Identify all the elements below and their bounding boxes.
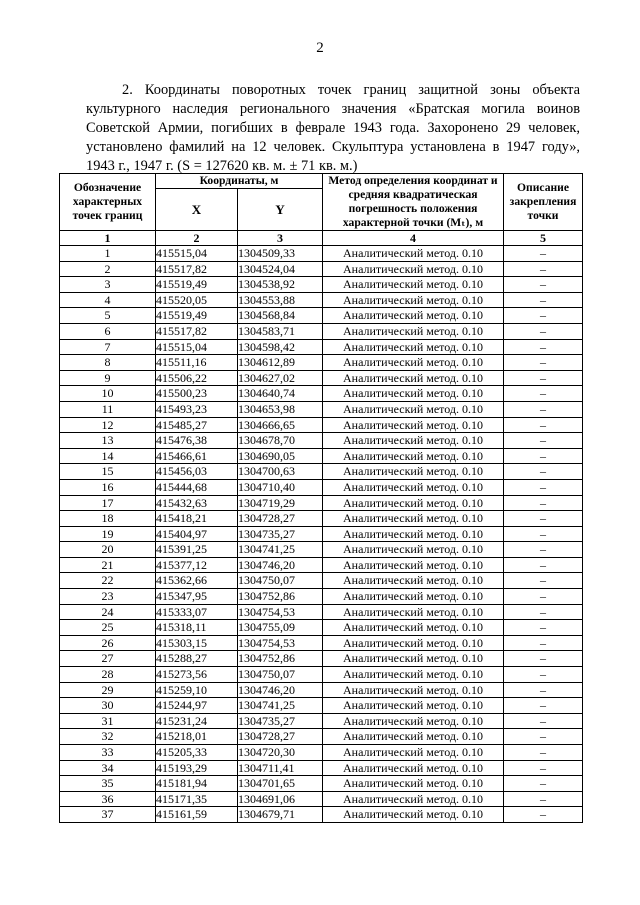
table-row	[60, 261, 583, 277]
method-cell: Аналитический метод. 0.10	[323, 308, 504, 324]
x-coordinate-cell: 415318,11	[156, 620, 238, 636]
description-cell: –	[504, 620, 583, 636]
description-cell: –	[504, 651, 583, 667]
x-coordinate-cell: 415485,27	[156, 417, 238, 433]
x-coordinate-cell: 415171,35	[156, 791, 238, 807]
point-number-cell: 34	[60, 760, 156, 776]
point-number-cell: 26	[60, 635, 156, 651]
x-coordinate-cell: 415476,38	[156, 433, 238, 449]
y-coordinate-cell: 1304701,65	[238, 776, 323, 792]
y-coordinate-cell: 1304700,63	[238, 464, 323, 480]
point-number-cell: 20	[60, 542, 156, 558]
y-coordinate-cell: 1304524,04	[238, 261, 323, 277]
point-number-cell: 8	[60, 355, 156, 371]
description-cell: –	[504, 791, 583, 807]
header-x: X	[156, 189, 238, 231]
y-coordinate-cell: 1304750,07	[238, 667, 323, 683]
method-cell: Аналитический метод. 0.10	[323, 698, 504, 714]
description-cell: –	[504, 448, 583, 464]
x-coordinate-cell: 415520,05	[156, 292, 238, 308]
point-number-cell: 17	[60, 495, 156, 511]
point-number-cell: 16	[60, 479, 156, 495]
header-coords: Координаты, м	[156, 174, 323, 189]
description-cell: –	[504, 713, 583, 729]
point-number-cell: 4	[60, 292, 156, 308]
x-coordinate-cell: 415231,24	[156, 713, 238, 729]
x-coordinate-cell: 415404,97	[156, 526, 238, 542]
y-coordinate-cell: 1304679,71	[238, 807, 323, 823]
y-coordinate-cell: 1304754,53	[238, 604, 323, 620]
header-y: Y	[238, 189, 323, 231]
description-cell: –	[504, 635, 583, 651]
table-row	[60, 448, 583, 464]
description-cell: –	[504, 246, 583, 262]
y-coordinate-cell: 1304719,29	[238, 495, 323, 511]
x-coordinate-cell: 415418,21	[156, 511, 238, 527]
table-header	[60, 174, 583, 246]
point-number-cell: 29	[60, 682, 156, 698]
header-method: Метод определения координат и средняя квадратическая погрешность положения характерной точки (Mₜ), м	[323, 174, 504, 231]
point-number-cell: 9	[60, 370, 156, 386]
y-coordinate-cell: 1304711,41	[238, 760, 323, 776]
description-cell: –	[504, 401, 583, 417]
description-cell: –	[504, 729, 583, 745]
x-coordinate-cell: 415303,15	[156, 635, 238, 651]
method-cell: Аналитический метод. 0.10	[323, 479, 504, 495]
table-row	[60, 433, 583, 449]
description-cell: –	[504, 760, 583, 776]
method-cell: Аналитический метод. 0.10	[323, 620, 504, 636]
point-number-cell: 18	[60, 511, 156, 527]
table-row	[60, 417, 583, 433]
col-number-1: 1	[60, 231, 156, 246]
y-coordinate-cell: 1304746,20	[238, 682, 323, 698]
table-row	[60, 729, 583, 745]
description-cell: –	[504, 745, 583, 761]
method-cell: Аналитический метод. 0.10	[323, 246, 504, 262]
table-row	[60, 542, 583, 558]
point-number-cell: 28	[60, 667, 156, 683]
method-cell: Аналитический метод. 0.10	[323, 557, 504, 573]
method-cell: Аналитический метод. 0.10	[323, 355, 504, 371]
table-row	[60, 682, 583, 698]
x-coordinate-cell: 415456,03	[156, 464, 238, 480]
page-number: 2	[316, 40, 324, 56]
description-cell: –	[504, 292, 583, 308]
description-cell: –	[504, 776, 583, 792]
point-number-cell: 30	[60, 698, 156, 714]
col-number-4: 4	[323, 231, 504, 246]
x-coordinate-cell: 415466,61	[156, 448, 238, 464]
description-cell: –	[504, 807, 583, 823]
method-cell: Аналитический метод. 0.10	[323, 495, 504, 511]
col-number-3: 3	[238, 231, 323, 246]
description-cell: –	[504, 589, 583, 605]
table-row	[60, 651, 583, 667]
point-number-cell: 27	[60, 651, 156, 667]
method-cell: Аналитический метод. 0.10	[323, 323, 504, 339]
point-number-cell: 36	[60, 791, 156, 807]
y-coordinate-cell: 1304509,33	[238, 246, 323, 262]
table-body	[60, 246, 583, 823]
point-number-cell: 25	[60, 620, 156, 636]
method-cell: Аналитический метод. 0.10	[323, 292, 504, 308]
table-row	[60, 464, 583, 480]
description-cell: –	[504, 698, 583, 714]
table-row	[60, 635, 583, 651]
y-coordinate-cell: 1304583,71	[238, 323, 323, 339]
table-row	[60, 355, 583, 371]
method-cell: Аналитический метод. 0.10	[323, 542, 504, 558]
table-row	[60, 479, 583, 495]
x-coordinate-cell: 415161,59	[156, 807, 238, 823]
point-number-cell: 7	[60, 339, 156, 355]
table-row	[60, 745, 583, 761]
x-coordinate-cell: 415515,04	[156, 246, 238, 262]
x-coordinate-cell: 415444,68	[156, 479, 238, 495]
method-cell: Аналитический метод. 0.10	[323, 433, 504, 449]
description-cell: –	[504, 682, 583, 698]
point-number-cell: 35	[60, 776, 156, 792]
point-number-cell: 15	[60, 464, 156, 480]
method-cell: Аналитический метод. 0.10	[323, 339, 504, 355]
y-coordinate-cell: 1304750,07	[238, 573, 323, 589]
y-coordinate-cell: 1304627,02	[238, 370, 323, 386]
x-coordinate-cell: 415259,10	[156, 682, 238, 698]
description-cell: –	[504, 277, 583, 293]
y-coordinate-cell: 1304678,70	[238, 433, 323, 449]
method-cell: Аналитический метод. 0.10	[323, 604, 504, 620]
table-row	[60, 292, 583, 308]
table-row	[60, 401, 583, 417]
y-coordinate-cell: 1304755,09	[238, 620, 323, 636]
point-number-cell: 32	[60, 729, 156, 745]
x-coordinate-cell: 415288,27	[156, 651, 238, 667]
y-coordinate-cell: 1304538,92	[238, 277, 323, 293]
point-number-cell: 19	[60, 526, 156, 542]
table-row	[60, 277, 583, 293]
table-row	[60, 246, 583, 262]
y-coordinate-cell: 1304741,25	[238, 698, 323, 714]
header-point: Обозначение характерных точек границ	[60, 174, 156, 231]
point-number-cell: 3	[60, 277, 156, 293]
point-number-cell: 2	[60, 261, 156, 277]
description-cell: –	[504, 308, 583, 324]
method-cell: Аналитический метод. 0.10	[323, 464, 504, 480]
y-coordinate-cell: 1304666,65	[238, 417, 323, 433]
method-cell: Аналитический метод. 0.10	[323, 791, 504, 807]
method-cell: Аналитический метод. 0.10	[323, 370, 504, 386]
x-coordinate-cell: 415377,12	[156, 557, 238, 573]
point-number-cell: 37	[60, 807, 156, 823]
description-cell: –	[504, 464, 583, 480]
method-cell: Аналитический метод. 0.10	[323, 589, 504, 605]
y-coordinate-cell: 1304710,40	[238, 479, 323, 495]
description-cell: –	[504, 526, 583, 542]
table-row	[60, 589, 583, 605]
table-row	[60, 573, 583, 589]
x-coordinate-cell: 415391,25	[156, 542, 238, 558]
x-coordinate-cell: 415515,04	[156, 339, 238, 355]
method-cell: Аналитический метод. 0.10	[323, 573, 504, 589]
method-cell: Аналитический метод. 0.10	[323, 651, 504, 667]
table-row	[60, 339, 583, 355]
x-coordinate-cell: 415519,49	[156, 308, 238, 324]
point-number-cell: 11	[60, 401, 156, 417]
y-coordinate-cell: 1304720,30	[238, 745, 323, 761]
method-cell: Аналитический метод. 0.10	[323, 386, 504, 402]
method-cell: Аналитический метод. 0.10	[323, 729, 504, 745]
description-cell: –	[504, 573, 583, 589]
table-row	[60, 760, 583, 776]
y-coordinate-cell: 1304754,53	[238, 635, 323, 651]
point-number-cell: 31	[60, 713, 156, 729]
y-coordinate-cell: 1304612,89	[238, 355, 323, 371]
x-coordinate-cell: 415218,01	[156, 729, 238, 745]
y-coordinate-cell: 1304735,27	[238, 713, 323, 729]
x-coordinate-cell: 415517,82	[156, 261, 238, 277]
description-cell: –	[504, 323, 583, 339]
table-row	[60, 620, 583, 636]
x-coordinate-cell: 415273,56	[156, 667, 238, 683]
x-coordinate-cell: 415347,95	[156, 589, 238, 605]
description-cell: –	[504, 417, 583, 433]
x-coordinate-cell: 415519,49	[156, 277, 238, 293]
x-coordinate-cell: 415181,94	[156, 776, 238, 792]
description-cell: –	[504, 542, 583, 558]
y-coordinate-cell: 1304553,88	[238, 292, 323, 308]
coordinates-table	[59, 173, 583, 823]
y-coordinate-cell: 1304640,74	[238, 386, 323, 402]
table-row	[60, 807, 583, 823]
y-coordinate-cell: 1304735,27	[238, 526, 323, 542]
x-coordinate-cell: 415333,07	[156, 604, 238, 620]
point-number-cell: 5	[60, 308, 156, 324]
description-cell: –	[504, 511, 583, 527]
method-cell: Аналитический метод. 0.10	[323, 526, 504, 542]
point-number-cell: 13	[60, 433, 156, 449]
x-coordinate-cell: 415432,63	[156, 495, 238, 511]
description-cell: –	[504, 339, 583, 355]
x-coordinate-cell: 415500,23	[156, 386, 238, 402]
description-cell: –	[504, 557, 583, 573]
x-coordinate-cell: 415511,16	[156, 355, 238, 371]
x-coordinate-cell: 415193,29	[156, 760, 238, 776]
method-cell: Аналитический метод. 0.10	[323, 448, 504, 464]
col-number-2: 2	[156, 231, 238, 246]
x-coordinate-cell: 415362,66	[156, 573, 238, 589]
y-coordinate-cell: 1304598,42	[238, 339, 323, 355]
table-row	[60, 495, 583, 511]
table-row	[60, 386, 583, 402]
method-cell: Аналитический метод. 0.10	[323, 417, 504, 433]
point-number-cell: 22	[60, 573, 156, 589]
y-coordinate-cell: 1304746,20	[238, 557, 323, 573]
description-cell: –	[504, 355, 583, 371]
y-coordinate-cell: 1304741,25	[238, 542, 323, 558]
description-cell: –	[504, 604, 583, 620]
table-row	[60, 370, 583, 386]
point-number-cell: 24	[60, 604, 156, 620]
method-cell: Аналитический метод. 0.10	[323, 745, 504, 761]
x-coordinate-cell: 415517,82	[156, 323, 238, 339]
point-number-cell: 33	[60, 745, 156, 761]
table-row	[60, 667, 583, 683]
description-cell: –	[504, 386, 583, 402]
y-coordinate-cell: 1304568,84	[238, 308, 323, 324]
point-number-cell: 1	[60, 246, 156, 262]
method-cell: Аналитический метод. 0.10	[323, 776, 504, 792]
y-coordinate-cell: 1304752,86	[238, 651, 323, 667]
method-cell: Аналитический метод. 0.10	[323, 261, 504, 277]
table-row	[60, 323, 583, 339]
method-cell: Аналитический метод. 0.10	[323, 667, 504, 683]
table-row	[60, 557, 583, 573]
y-coordinate-cell: 1304728,27	[238, 511, 323, 527]
method-cell: Аналитический метод. 0.10	[323, 807, 504, 823]
intro-paragraph: 2. Координаты поворотных точек границ защитной зоны объекта культурного наследия регионального значения «Братская могила воинов Советской Армии, погибших в феврале 1943 года. Захоронено 29 человек, установлено фамилий на 12 человек. Скульптура установлена в 1947 году», 1943 г., 1947 г. (S = 127620 кв. м. ± 71 кв. м.)	[86, 82, 580, 175]
description-cell: –	[504, 370, 583, 386]
y-coordinate-cell: 1304653,98	[238, 401, 323, 417]
table-row	[60, 698, 583, 714]
method-cell: Аналитический метод. 0.10	[323, 511, 504, 527]
header-desc: Описание закрепления точки	[504, 174, 583, 231]
method-cell: Аналитический метод. 0.10	[323, 401, 504, 417]
x-coordinate-cell: 415205,33	[156, 745, 238, 761]
table-row	[60, 308, 583, 324]
table-row	[60, 604, 583, 620]
method-cell: Аналитический метод. 0.10	[323, 713, 504, 729]
table-row	[60, 526, 583, 542]
x-coordinate-cell: 415493,23	[156, 401, 238, 417]
y-coordinate-cell: 1304728,27	[238, 729, 323, 745]
x-coordinate-cell: 415244,97	[156, 698, 238, 714]
description-cell: –	[504, 261, 583, 277]
description-cell: –	[504, 433, 583, 449]
table-row	[60, 713, 583, 729]
y-coordinate-cell: 1304691,06	[238, 791, 323, 807]
table-row	[60, 776, 583, 792]
method-cell: Аналитический метод. 0.10	[323, 682, 504, 698]
point-number-cell: 23	[60, 589, 156, 605]
point-number-cell: 10	[60, 386, 156, 402]
method-cell: Аналитический метод. 0.10	[323, 635, 504, 651]
col-number-5: 5	[504, 231, 583, 246]
y-coordinate-cell: 1304690,05	[238, 448, 323, 464]
point-number-cell: 12	[60, 417, 156, 433]
x-coordinate-cell: 415506,22	[156, 370, 238, 386]
y-coordinate-cell: 1304752,86	[238, 589, 323, 605]
table-row	[60, 791, 583, 807]
description-cell: –	[504, 667, 583, 683]
table-row	[60, 511, 583, 527]
point-number-cell: 14	[60, 448, 156, 464]
description-cell: –	[504, 495, 583, 511]
description-cell: –	[504, 479, 583, 495]
point-number-cell: 21	[60, 557, 156, 573]
point-number-cell: 6	[60, 323, 156, 339]
method-cell: Аналитический метод. 0.10	[323, 277, 504, 293]
method-cell: Аналитический метод. 0.10	[323, 760, 504, 776]
